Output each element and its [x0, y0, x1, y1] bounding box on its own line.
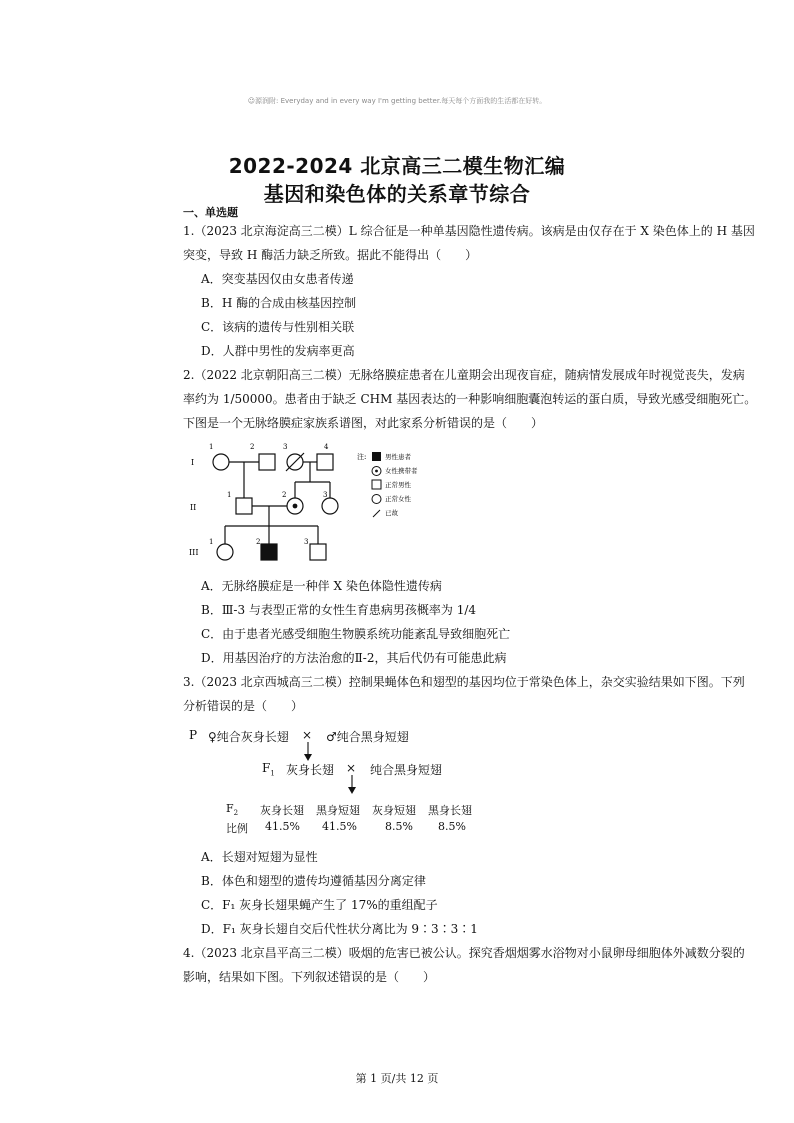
- legend-normal-male-symbol: [372, 480, 381, 489]
- q2-stem-line3: 下图是一个无脉络膜症家族系谱图，对此家系分析错误的是（ ）: [183, 416, 544, 430]
- q1-option-a: A．突变基因仅由女患者传递: [201, 272, 354, 286]
- cross-p-times: ×: [302, 728, 313, 742]
- q3-stem-line2: 分析错误的是（ ）: [183, 699, 304, 713]
- i-4-number: 4: [324, 443, 329, 451]
- iii-1-normal-female: [217, 544, 233, 560]
- ii-3-normal-female: [322, 498, 338, 514]
- q2-option-d: D．用基因治疗的方法治愈的Ⅱ-2，其后代仍有可能患此病: [201, 651, 507, 665]
- f2-phenotype-2: 黑身短翅: [316, 804, 360, 817]
- f2-ratio-2: 41.5%: [322, 820, 357, 833]
- cross-arrow-p-f1: [301, 742, 315, 762]
- section-heading: 一、单选题: [183, 206, 238, 219]
- cross-f1-times: ×: [346, 761, 357, 775]
- cross-arrow-f1-f2: [345, 775, 359, 795]
- cross-p-label: P: [189, 728, 198, 742]
- ii-2-number: 2: [282, 491, 287, 499]
- watermark-text: ☺源润附: Everyday and in every way I'm getting better.每天每个方面我的生活都在好转。: [247, 97, 547, 105]
- iii-2-affected-male: [261, 544, 277, 560]
- q2-stem-line1: 2.（2022 北京朝阳高三二模）无脉络膜症患者在儿童期会出现夜盲症，随病情发展成年时视觉丧失，发病: [183, 368, 745, 382]
- f2-ratio-3: 8.5%: [385, 820, 413, 833]
- q3-option-a: A．长翅对短翅为显性: [201, 850, 318, 864]
- f2-ratio-4: 8.5%: [438, 820, 466, 833]
- q2-option-c: C．由于患者光感受细胞生物膜系统功能紊乱导致细胞死亡: [201, 627, 511, 641]
- ii-1-normal-male: [236, 498, 252, 514]
- legend-normal-male: 正常男性: [385, 481, 411, 489]
- cross-f1-sub: 1: [270, 769, 275, 778]
- pedigree-diagram: [185, 438, 445, 568]
- f2-phenotype-3: 灰身短翅: [372, 804, 416, 817]
- legend-carrier-female: 女性携带者: [385, 467, 418, 475]
- i-3-number: 3: [283, 443, 288, 451]
- i-2-number: 2: [250, 443, 255, 451]
- page-title-line2: 基因和染色体的关系章节综合: [263, 182, 531, 206]
- q3-stem-line1: 3.（2023 北京西城高三二模）控制果蝇体色和翅型的基因均位于常染色体上，杂交实验结果如下图。下列: [183, 675, 745, 689]
- iii-1-number: 1: [209, 538, 214, 546]
- legend-affected-male: 男性患者: [385, 453, 411, 461]
- q3-option-b: B．体色和翅型的遗传均遵循基因分离定律: [201, 874, 426, 888]
- iii-3-number: 3: [304, 538, 309, 546]
- legend-affected-male-symbol: [372, 452, 381, 461]
- q1-option-b: B．H 酶的合成由核基因控制: [201, 296, 357, 310]
- q4-stem-line2: 影响，结果如下图。下列叙述错误的是（ ）: [183, 970, 436, 984]
- cross-f2-sub: 2: [233, 809, 239, 818]
- legend-deceased: 已故: [385, 509, 398, 517]
- gen-label-1: I: [191, 458, 195, 467]
- cross-p-male: ♂纯合黑身短翅: [326, 730, 409, 744]
- ii-1-number: 1: [227, 491, 232, 499]
- q4-stem-line1: 4.（2023 北京昌平高三二模）吸烟的危害已被公认。探究香烟烟雾水浴物对小鼠卵母细胞体外减数分裂的: [183, 946, 745, 960]
- q2-stem-line2: 率约为 1/50000。患者由于缺乏 CHM 基因表达的一种影响细胞囊泡转运的蛋白质，导致光感受细胞死亡。: [183, 392, 757, 406]
- q1-option-c: C．该病的遗传与性别相关联: [201, 320, 355, 334]
- iii-2-number: 2: [256, 538, 261, 546]
- q1-stem-line1: 1.（2023 北京海淀高三二模）L 综合征是一种单基因隐性遗传病。该病是由仅存在于 X 染色体上的 H 基因: [183, 224, 755, 238]
- i-1-normal-female: [213, 454, 229, 470]
- legend-normal-female-symbol: [372, 495, 381, 504]
- page-footer: 第 1 页/共 12 页: [355, 1072, 439, 1085]
- f2-phenotype-4: 黑身长翅: [428, 804, 472, 817]
- cross-p-female: ♀纯合灰身长翅: [208, 730, 289, 744]
- f2-phenotype-1: 灰身长翅: [260, 804, 304, 817]
- gen-label-3: III: [189, 548, 199, 557]
- f2-ratio-1: 41.5%: [265, 820, 300, 833]
- q2-option-a: A．无脉络膜症是一种伴 X 染色体隐性遗传病: [201, 579, 442, 593]
- cross-ratio-label: 比例: [226, 822, 248, 835]
- iii-3-normal-male: [310, 544, 326, 560]
- page-title-line1: 2022-2024 北京高三二模生物汇编: [228, 154, 566, 178]
- cross-f1-left: 灰身长翅: [286, 763, 335, 777]
- cross-f1-right: 纯合黑身短翅: [370, 763, 443, 777]
- i-2-normal-male: [259, 454, 275, 470]
- gen-label-2: II: [190, 503, 197, 512]
- q3-option-d: D．F₁ 灰身长翅自交后代性状分离比为 9∶3∶3∶1: [201, 922, 478, 936]
- ii-3-number: 3: [323, 491, 328, 499]
- cross-f1-label: $F_1$: [262, 761, 275, 778]
- q1-stem-line2: 突变，导致 H 酶活力缺乏所致。据此不能得出（ ）: [183, 248, 478, 262]
- i-4-normal-male: [317, 454, 333, 470]
- legend-title: 注:: [357, 453, 367, 461]
- q3-option-c: C．F₁ 灰身长翅果蝇产生了 17%的重组配子: [201, 898, 438, 912]
- i-1-number: 1: [209, 443, 214, 451]
- q2-option-b: B．Ⅲ-3 与表型正常的女性生育患病男孩概率为 1/4: [201, 603, 477, 617]
- q1-option-d: D．人群中男性的发病率更高: [201, 344, 355, 358]
- legend-deceased-symbol: [373, 510, 380, 517]
- cross-f2-label: $F_2$: [226, 802, 239, 818]
- legend-normal-female: 正常女性: [385, 495, 411, 503]
